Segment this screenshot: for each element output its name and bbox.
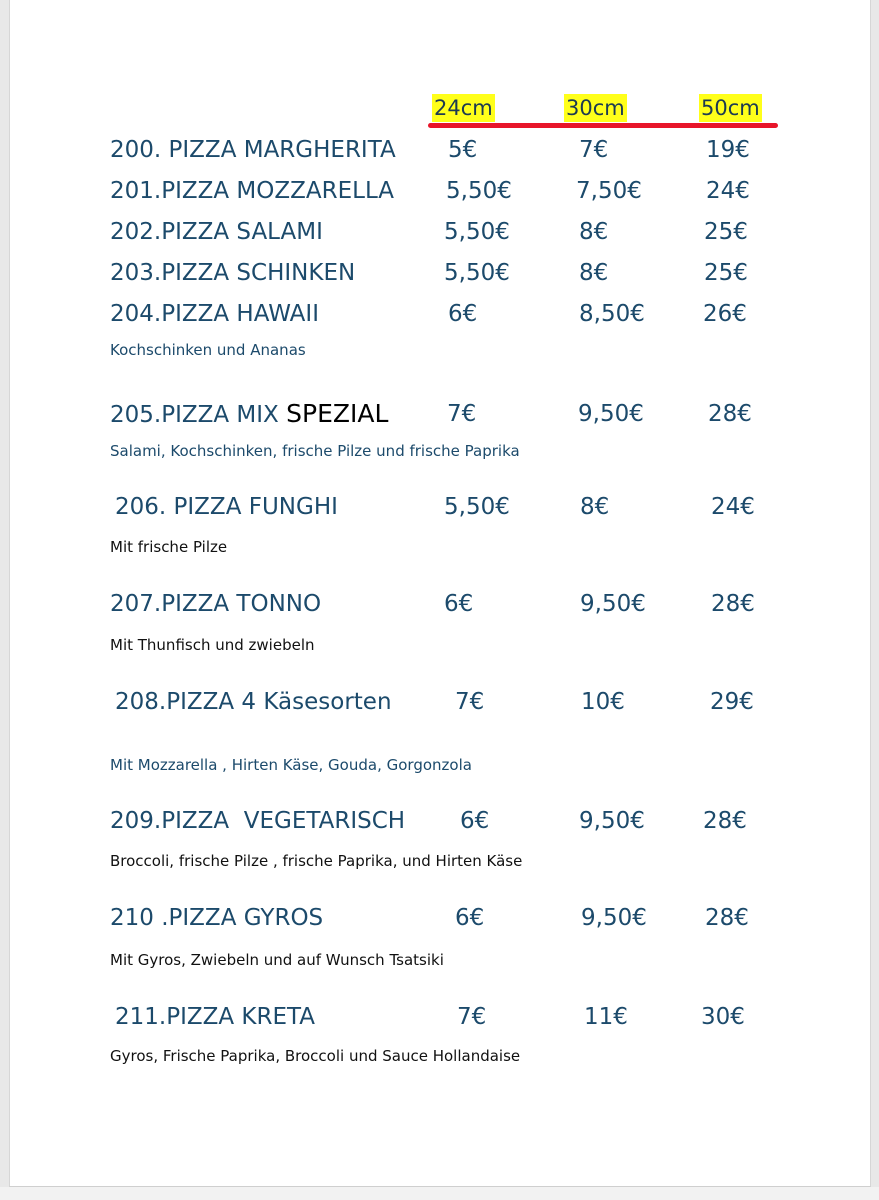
price-small: 5,50€ [446,178,512,204]
size-header-small: 24cm [434,96,493,120]
item-name: 209.PIZZA VEGETARISCH [110,808,406,834]
menu-item [0,298,879,330]
menu-item [0,398,879,430]
price-medium: 8,50€ [579,301,645,327]
size-header-medium: 30cm [566,96,625,120]
price-medium: 8€ [579,260,609,286]
price-small: 5€ [448,137,478,163]
item-name: 206. PIZZA FUNGHI [115,494,338,520]
item-description: Salami, Kochschinken, frische Pilze und frische Paprika [110,442,520,460]
menu-item [0,491,879,523]
price-medium: 10€ [581,689,625,715]
menu-item [0,175,879,207]
item-description: Mit Mozzarella , Hirten Käse, Gouda, Gorgonzola [110,756,472,774]
item-name: 201.PIZZA MOZZARELLA [110,178,395,204]
price-small: 6€ [460,808,490,834]
price-small: 6€ [444,591,474,617]
price-small: 6€ [448,301,478,327]
price-large: 24€ [711,494,755,520]
item-description: Mit Gyros, Zwiebeln und auf Wunsch Tsatsiki [110,951,444,969]
item-name [110,398,388,431]
price-large: 28€ [705,905,749,931]
menu-item [0,588,879,620]
menu-item [0,1001,879,1033]
price-large: 25€ [704,219,748,245]
price-large: 25€ [704,260,748,286]
item-description: Kochschinken und Ananas [110,341,306,359]
price-medium: 9,50€ [581,905,647,931]
price-medium: 11€ [584,1004,628,1030]
price-medium: 7,50€ [576,178,642,204]
price-small: 5,50€ [444,494,510,520]
item-name-main: 205.PIZZA MIX [110,402,287,428]
menu-item [0,216,879,248]
price-large: 28€ [711,591,755,617]
item-name: 203.PIZZA SCHINKEN [110,260,356,286]
item-name: 210 .PIZZA GYROS [110,905,324,931]
price-small: 7€ [457,1004,487,1030]
item-name: 204.PIZZA HAWAII [110,301,319,327]
price-small: 7€ [455,689,485,715]
item-description: Broccoli, frische Pilze , frische Paprika, und Hirten Käse [110,852,523,870]
price-medium: 9,50€ [578,401,644,427]
item-name: 208.PIZZA 4 Käsesorten [115,689,392,715]
item-name: 207.PIZZA TONNO [110,591,322,617]
price-large: 28€ [703,808,747,834]
menu-item [0,805,879,837]
item-name-extra: SPEZIAL [286,399,389,428]
header-underline [428,123,778,128]
menu-item [0,134,879,166]
price-large: 19€ [706,137,750,163]
item-description: Mit Thunfisch und zwiebeln [110,636,315,654]
price-medium: 9,50€ [580,591,646,617]
price-large: 28€ [708,401,752,427]
price-medium: 8€ [580,494,610,520]
item-description: Mit frische Pilze [110,538,228,556]
price-medium: 7€ [579,137,609,163]
price-medium: 8€ [579,219,609,245]
menu-item [0,686,879,718]
menu-item [0,902,879,934]
item-name: 211.PIZZA KRETA [115,1004,316,1030]
page-bottom-edge [0,1187,879,1200]
price-large: 29€ [710,689,754,715]
price-large: 26€ [703,301,747,327]
item-name: 202.PIZZA SALAMI [110,219,323,245]
price-medium: 9,50€ [579,808,645,834]
price-small: 5,50€ [444,219,510,245]
price-large: 30€ [701,1004,745,1030]
item-name: 200. PIZZA MARGHERITA [110,137,396,163]
price-small: 5,50€ [444,260,510,286]
item-description: Gyros, Frische Paprika, Broccoli und Sauce Hollandaise [110,1047,521,1065]
price-small: 7€ [447,401,477,427]
price-large: 24€ [706,178,750,204]
menu-item [0,257,879,289]
price-small: 6€ [455,905,485,931]
size-header-large: 50cm [701,96,760,120]
